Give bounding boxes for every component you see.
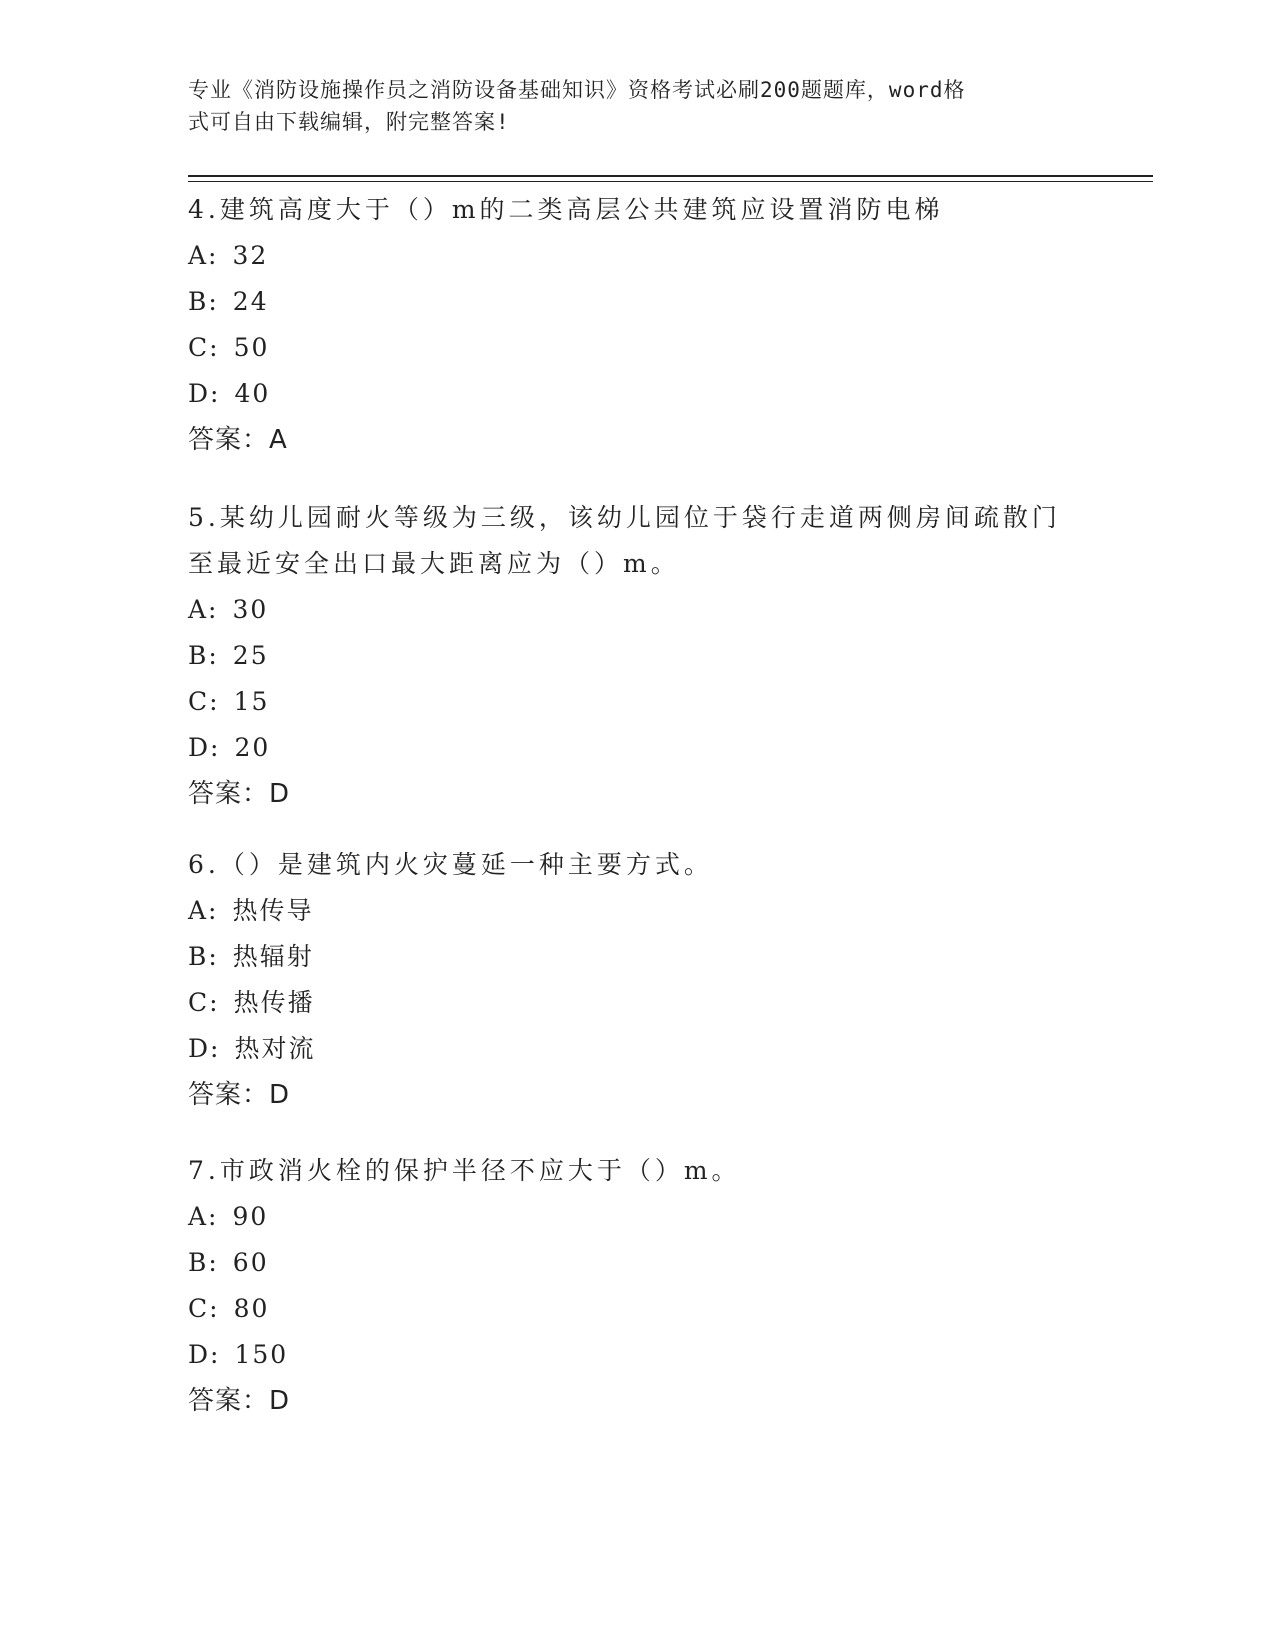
option-d [188, 371, 1088, 417]
option-text: 热传导 [232, 896, 314, 925]
question-stem-line-2: 至最近安全出口最大距离应为（）m。 [188, 549, 680, 578]
question-stem: 6.（）是建筑内火灾蔓延一种主要方式。 [188, 850, 713, 879]
option-label: C: [188, 333, 220, 362]
header-divider-thin [188, 181, 1153, 182]
option-c [188, 980, 1088, 1026]
option-a [188, 1194, 1088, 1240]
option-label: A: [188, 595, 219, 624]
option-label: B: [188, 942, 219, 971]
question-stem: 4.建筑高度大于（）m的二类高层公共建筑应设置消防电梯 [188, 195, 944, 224]
option-b [188, 934, 1088, 980]
option-label: D: [188, 1340, 221, 1369]
question-stem: 7.市政消火栓的保护半径不应大于（）m。 [188, 1156, 741, 1185]
answer: 答案：D [188, 779, 291, 809]
option-label: C: [188, 988, 220, 1017]
option-text: 30 [232, 595, 269, 624]
option-text: 20 [234, 733, 271, 762]
option-text: 24 [232, 287, 269, 316]
option-d [188, 1332, 1088, 1378]
option-label: C: [188, 1294, 220, 1323]
option-text: 热辐射 [232, 942, 314, 971]
option-label: D: [188, 733, 221, 762]
option-text: 80 [233, 1294, 270, 1323]
option-a [188, 888, 1088, 934]
document-header [188, 74, 1068, 138]
answer: 答案：D [188, 1386, 291, 1416]
header-line-1: 专业《消防设施操作员之消防设备基础知识》资格考试必刷200题题库，word格 [188, 78, 966, 102]
header-divider-thick [188, 175, 1153, 177]
option-label: B: [188, 641, 219, 670]
option-text: 32 [232, 241, 269, 270]
option-b [188, 1240, 1088, 1286]
option-label: A: [188, 896, 219, 925]
question-6 [188, 842, 1088, 1118]
option-label: D: [188, 1034, 221, 1063]
option-label: B: [188, 1248, 219, 1277]
question-stem-line-1: 5.某幼儿园耐火等级为三级，该幼儿园位于袋行走道两侧房间疏散门 [188, 503, 1061, 532]
option-label: A: [188, 1202, 219, 1231]
header-line-2: 式可自由下载编辑，附完整答案! [188, 110, 510, 134]
option-text: 90 [232, 1202, 269, 1231]
option-label: C: [188, 687, 220, 716]
question-7 [188, 1148, 1088, 1424]
option-text: 热传播 [233, 988, 315, 1017]
option-c [188, 679, 1088, 725]
option-text: 40 [234, 379, 271, 408]
option-text: 150 [234, 1340, 289, 1369]
option-text: 15 [233, 687, 270, 716]
option-b [188, 633, 1088, 679]
option-label: A: [188, 241, 219, 270]
option-label: D: [188, 379, 221, 408]
option-text: 热对流 [234, 1034, 316, 1063]
answer: 答案：D [188, 1080, 291, 1110]
option-text: 50 [233, 333, 270, 362]
answer: 答案：A [188, 425, 288, 455]
option-text: 25 [232, 641, 269, 670]
option-text: 60 [232, 1248, 269, 1277]
option-label: B: [188, 287, 219, 316]
option-d [188, 1026, 1088, 1072]
option-c [188, 325, 1088, 371]
option-d [188, 725, 1088, 771]
option-c [188, 1286, 1088, 1332]
question-4 [188, 187, 1088, 463]
option-a [188, 587, 1088, 633]
question-5 [188, 495, 1088, 817]
option-a [188, 233, 1088, 279]
option-b [188, 279, 1088, 325]
